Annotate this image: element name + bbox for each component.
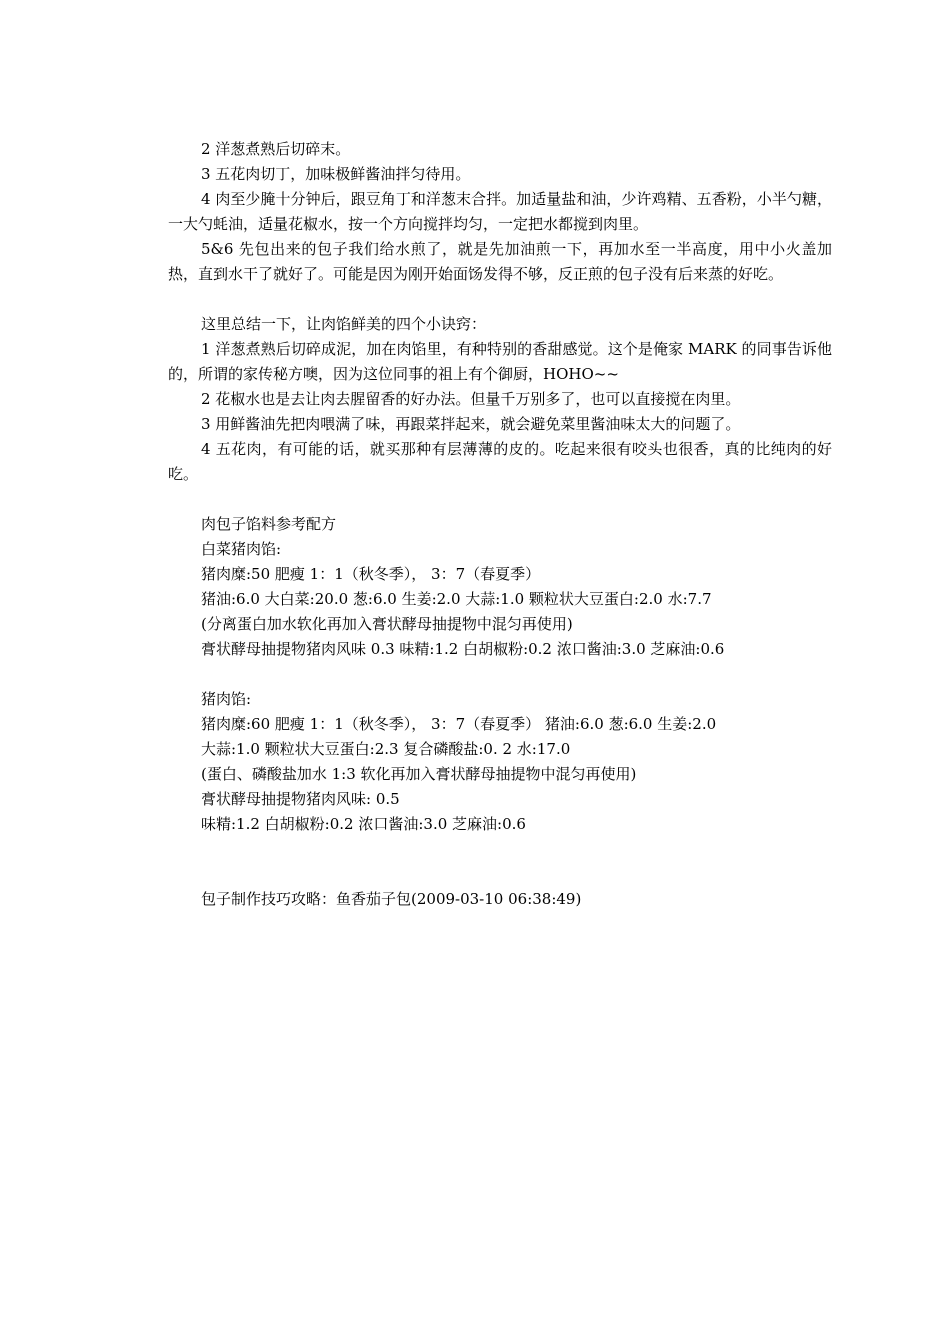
document-body <box>168 137 832 912</box>
spacer <box>168 287 832 312</box>
step-paragraph: 4 肉至少腌十分钟后，跟豆角丁和洋葱末合拌。加适量盐和油，少许鸡精、五香粉，小半勺糖，一大勺蚝油，适量花椒水，按一个方向搅拌均匀，一定把水都搅到肉里。 <box>168 190 832 233</box>
spacer <box>168 837 832 887</box>
recipe1-line: 猪肉糜:50 肥瘦 1：1（秋冬季）， 3：7（春夏季） <box>201 565 541 583</box>
step-paragraph: 3 五花肉切丁，加味极鲜酱油拌匀待用。 <box>201 165 471 183</box>
recipe1-line: 猪油:6.0 大白菜:20.0 葱:6.0 生姜:2.0 大蒜:1.0 颗粒状大豆蛋白:2.0 水:7.7 <box>201 590 712 608</box>
step-paragraph: 5&6 先包出来的包子我们给水煎了，就是先加油煎一下，再加水至一半高度，用中小火盖加热，直到水干了就好了。可能是因为刚开始面饧发得不够，反正煎的包子没有后来蒸的好吃。 <box>168 240 832 283</box>
recipe2-line: 味精:1.2 白胡椒粉:0.2 浓口酱油:3.0 芝麻油:0.6 <box>201 815 526 833</box>
tip-paragraph: 3 用鲜酱油先把肉喂满了味，再跟菜拌起来，就会避免菜里酱油味太大的问题了。 <box>201 415 741 433</box>
step-paragraph: 2 洋葱煮熟后切碎末。 <box>201 140 351 158</box>
footer-link[interactable]: 包子制作技巧攻略：鱼香茄子包(2009-03-10 06:38:49) <box>201 890 582 908</box>
recipe1-line: 膏状酵母抽提物猪肉风味 0.3 味精:1.2 白胡椒粉:0.2 浓口酱油:3.0 芝麻油:0.6 <box>201 640 725 658</box>
recipe2-line: 猪肉馅: <box>201 690 252 708</box>
spacer <box>168 662 832 687</box>
tip-paragraph: 4 五花肉，有可能的话，就买那种有层薄薄的皮的。吃起来很有咬头也很香，真的比纯肉的好吃。 <box>168 440 832 483</box>
spacer <box>168 487 832 512</box>
recipe1-line: 白菜猪肉馅: <box>201 540 282 558</box>
recipe1-line: (分离蛋白加水软化再加入膏状酵母抽提物中混匀再使用) <box>201 615 573 633</box>
tips-intro: 这里总结一下，让肉馅鲜美的四个小诀窍： <box>201 315 487 333</box>
recipe2-line: 大蒜:1.0 颗粒状大豆蛋白:2.3 复合磷酸盐:0. 2 水:17.0 <box>201 740 571 758</box>
recipe-title: 肉包子馅料参考配方 <box>201 515 337 533</box>
recipe2-line: 膏状酵母抽提物猪肉风味: 0.5 <box>201 790 400 808</box>
tip-paragraph: 1 洋葱煮熟后切碎成泥，加在肉馅里，有种特别的香甜感觉。这个是俺家 MARK 的同事告诉他的，所谓的家传秘方噢，因为这位同事的祖上有个御厨，HOHO~~ <box>168 340 832 383</box>
tip-paragraph: 2 花椒水也是去让肉去腥留香的好办法。但量千万别多了，也可以直接搅在肉里。 <box>201 390 741 408</box>
recipe2-line: (蛋白、磷酸盐加水 1:3 软化再加入膏状酵母抽提物中混匀再使用) <box>201 765 637 783</box>
recipe2-line: 猪肉糜:60 肥瘦 1：1（秋冬季）， 3：7（春夏季） 猪油:6.0 葱:6.0 生姜:2.0 <box>201 715 717 733</box>
